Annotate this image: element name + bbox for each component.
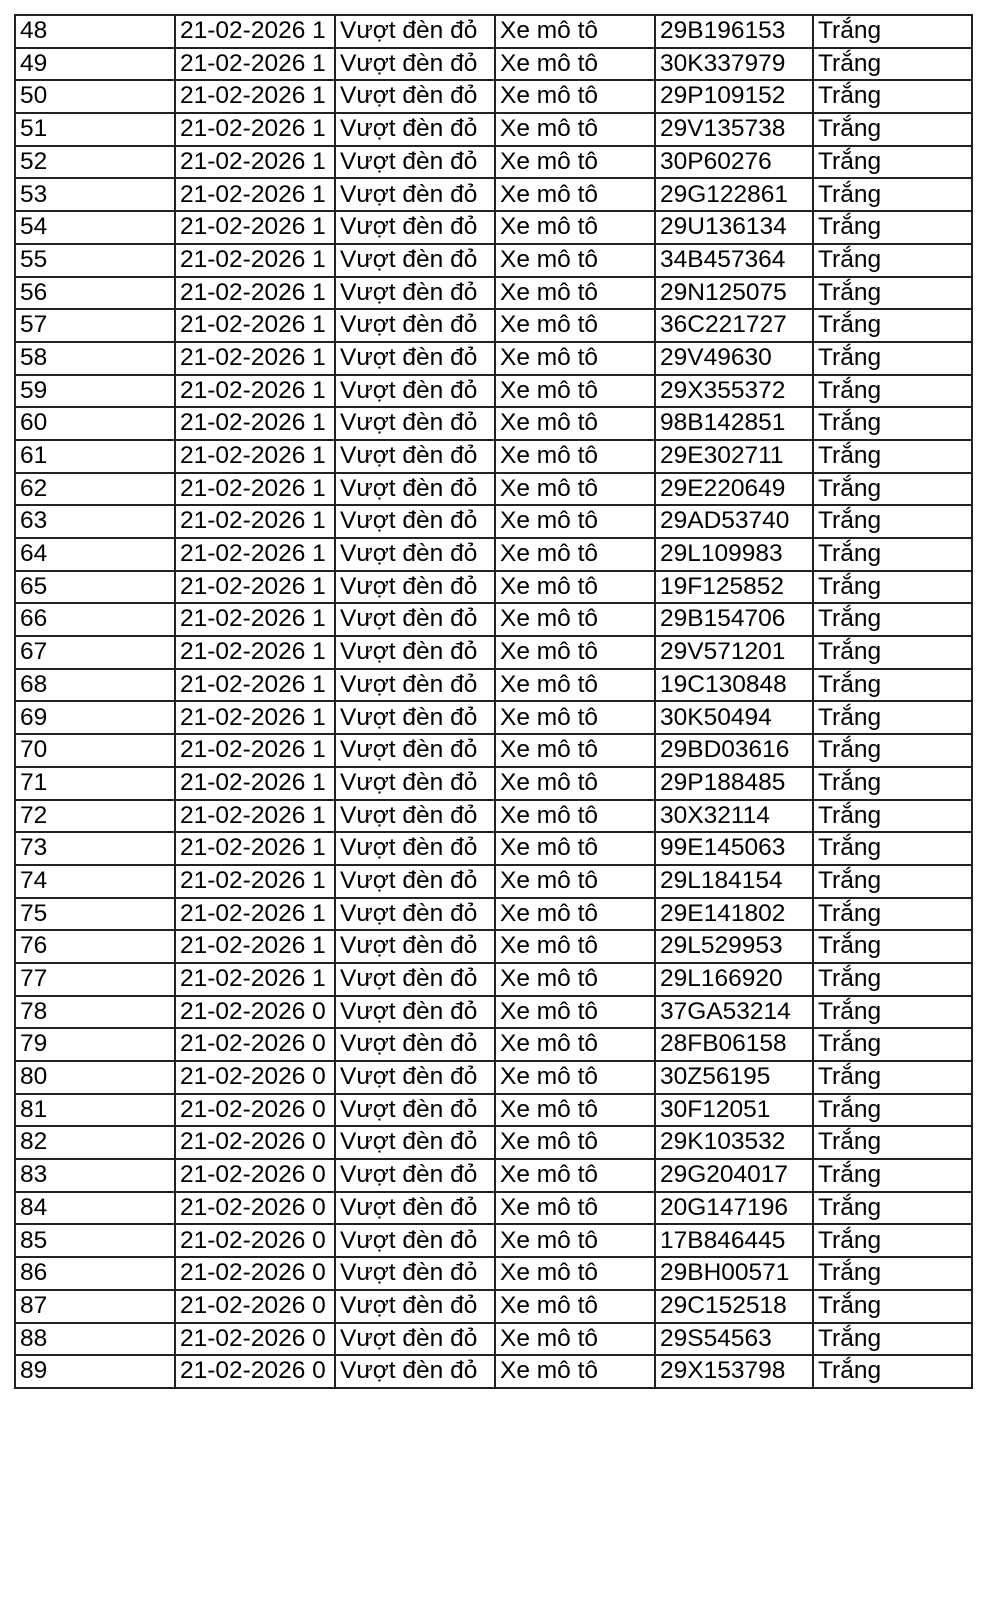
plate-color-cell: Trắng (813, 865, 972, 898)
violation-cell: Vượt đèn đỏ (335, 113, 495, 146)
table-row (15, 1061, 972, 1094)
license-plate-cell: 29P188485 (655, 767, 813, 800)
timestamp-cell: 21-02-2026 1 (175, 898, 335, 931)
row-number-cell: 82 (15, 1126, 175, 1159)
plate-color-cell: Trắng (813, 603, 972, 636)
plate-color-cell: Trắng (813, 1126, 972, 1159)
timestamp-cell: 21-02-2026 1 (175, 15, 335, 48)
plate-color-cell: Trắng (813, 701, 972, 734)
license-plate-cell: 19C130848 (655, 669, 813, 702)
violation-cell: Vượt đèn đỏ (335, 1257, 495, 1290)
license-plate-cell: 99E145063 (655, 832, 813, 865)
row-number-cell: 80 (15, 1061, 175, 1094)
vehicle-type-cell: Xe mô tô (495, 505, 655, 538)
timestamp-cell: 21-02-2026 1 (175, 669, 335, 702)
vehicle-type-cell: Xe mô tô (495, 1355, 655, 1388)
timestamp-cell: 21-02-2026 1 (175, 636, 335, 669)
vehicle-type-cell: Xe mô tô (495, 1094, 655, 1127)
license-plate-cell: 34B457364 (655, 244, 813, 277)
row-number-cell: 70 (15, 734, 175, 767)
row-number-cell: 88 (15, 1323, 175, 1356)
timestamp-cell: 21-02-2026 1 (175, 505, 335, 538)
plate-color-cell: Trắng (813, 1224, 972, 1257)
license-plate-cell: 29X153798 (655, 1355, 813, 1388)
plate-color-cell: Trắng (813, 1290, 972, 1323)
vehicle-type-cell: Xe mô tô (495, 832, 655, 865)
license-plate-cell: 29L109983 (655, 538, 813, 571)
license-plate-cell: 29E302711 (655, 440, 813, 473)
timestamp-cell: 21-02-2026 1 (175, 375, 335, 408)
vehicle-type-cell: Xe mô tô (495, 669, 655, 702)
vehicle-type-cell: Xe mô tô (495, 603, 655, 636)
plate-color-cell: Trắng (813, 1159, 972, 1192)
vehicle-type-cell: Xe mô tô (495, 930, 655, 963)
timestamp-cell: 21-02-2026 1 (175, 48, 335, 81)
violation-cell: Vượt đèn đỏ (335, 1094, 495, 1127)
row-number-cell: 61 (15, 440, 175, 473)
timestamp-cell: 21-02-2026 0 (175, 1094, 335, 1127)
timestamp-cell: 21-02-2026 1 (175, 178, 335, 211)
plate-color-cell: Trắng (813, 1094, 972, 1127)
violation-cell: Vượt đèn đỏ (335, 375, 495, 408)
vehicle-type-cell: Xe mô tô (495, 1159, 655, 1192)
table-row (15, 505, 972, 538)
vehicle-type-cell: Xe mô tô (495, 734, 655, 767)
vehicle-type-cell: Xe mô tô (495, 636, 655, 669)
table-row (15, 440, 972, 473)
vehicle-type-cell: Xe mô tô (495, 80, 655, 113)
violation-cell: Vượt đèn đỏ (335, 571, 495, 604)
timestamp-cell: 21-02-2026 1 (175, 701, 335, 734)
license-plate-cell: 29N125075 (655, 277, 813, 310)
row-number-cell: 58 (15, 342, 175, 375)
violation-cell: Vượt đèn đỏ (335, 767, 495, 800)
table-row (15, 146, 972, 179)
plate-color-cell: Trắng (813, 342, 972, 375)
license-plate-cell: 29BH00571 (655, 1257, 813, 1290)
timestamp-cell: 21-02-2026 1 (175, 865, 335, 898)
license-plate-cell: 29X355372 (655, 375, 813, 408)
plate-color-cell: Trắng (813, 1323, 972, 1356)
timestamp-cell: 21-02-2026 1 (175, 146, 335, 179)
license-plate-cell: 30P60276 (655, 146, 813, 179)
license-plate-cell: 29E141802 (655, 898, 813, 931)
table-row (15, 767, 972, 800)
row-number-cell: 84 (15, 1192, 175, 1225)
plate-color-cell: Trắng (813, 48, 972, 81)
row-number-cell: 76 (15, 930, 175, 963)
plate-color-cell: Trắng (813, 963, 972, 996)
violation-cell: Vượt đèn đỏ (335, 211, 495, 244)
vehicle-type-cell: Xe mô tô (495, 898, 655, 931)
license-plate-cell: 29G122861 (655, 178, 813, 211)
license-plate-cell: 29V135738 (655, 113, 813, 146)
vehicle-type-cell: Xe mô tô (495, 1257, 655, 1290)
plate-color-cell: Trắng (813, 800, 972, 833)
row-number-cell: 73 (15, 832, 175, 865)
row-number-cell: 86 (15, 1257, 175, 1290)
violation-cell: Vượt đèn đỏ (335, 636, 495, 669)
table-row (15, 669, 972, 702)
table-row (15, 15, 972, 48)
violation-cell: Vượt đèn đỏ (335, 1061, 495, 1094)
plate-color-cell: Trắng (813, 473, 972, 506)
table-row (15, 538, 972, 571)
vehicle-type-cell: Xe mô tô (495, 963, 655, 996)
vehicle-type-cell: Xe mô tô (495, 538, 655, 571)
timestamp-cell: 21-02-2026 0 (175, 1323, 335, 1356)
row-number-cell: 65 (15, 571, 175, 604)
plate-color-cell: Trắng (813, 15, 972, 48)
timestamp-cell: 21-02-2026 0 (175, 1192, 335, 1225)
vehicle-type-cell: Xe mô tô (495, 277, 655, 310)
row-number-cell: 68 (15, 669, 175, 702)
plate-color-cell: Trắng (813, 505, 972, 538)
license-plate-cell: 29U136134 (655, 211, 813, 244)
row-number-cell: 48 (15, 15, 175, 48)
row-number-cell: 74 (15, 865, 175, 898)
violation-cell: Vượt đèn đỏ (335, 865, 495, 898)
table-row (15, 701, 972, 734)
vehicle-type-cell: Xe mô tô (495, 1224, 655, 1257)
plate-color-cell: Trắng (813, 407, 972, 440)
license-plate-cell: 29C152518 (655, 1290, 813, 1323)
table-row (15, 244, 972, 277)
plate-color-cell: Trắng (813, 669, 972, 702)
row-number-cell: 59 (15, 375, 175, 408)
license-plate-cell: 29V571201 (655, 636, 813, 669)
vehicle-type-cell: Xe mô tô (495, 375, 655, 408)
violation-cell: Vượt đèn đỏ (335, 146, 495, 179)
plate-color-cell: Trắng (813, 1192, 972, 1225)
license-plate-cell: 30K50494 (655, 701, 813, 734)
license-plate-cell: 28FB06158 (655, 1028, 813, 1061)
timestamp-cell: 21-02-2026 1 (175, 440, 335, 473)
license-plate-cell: 30X32114 (655, 800, 813, 833)
table-row (15, 473, 972, 506)
license-plate-cell: 30K337979 (655, 48, 813, 81)
row-number-cell: 69 (15, 701, 175, 734)
plate-color-cell: Trắng (813, 898, 972, 931)
table-row (15, 996, 972, 1029)
license-plate-cell: 29B196153 (655, 15, 813, 48)
plate-color-cell: Trắng (813, 309, 972, 342)
timestamp-cell: 21-02-2026 1 (175, 309, 335, 342)
row-number-cell: 72 (15, 800, 175, 833)
plate-color-cell: Trắng (813, 375, 972, 408)
violation-cell: Vượt đèn đỏ (335, 832, 495, 865)
license-plate-cell: 29L184154 (655, 865, 813, 898)
license-plate-cell: 29B154706 (655, 603, 813, 636)
violation-cell: Vượt đèn đỏ (335, 244, 495, 277)
vehicle-type-cell: Xe mô tô (495, 309, 655, 342)
row-number-cell: 79 (15, 1028, 175, 1061)
violation-cell: Vượt đèn đỏ (335, 473, 495, 506)
vehicle-type-cell: Xe mô tô (495, 800, 655, 833)
timestamp-cell: 21-02-2026 1 (175, 538, 335, 571)
timestamp-cell: 21-02-2026 1 (175, 342, 335, 375)
vehicle-type-cell: Xe mô tô (495, 1126, 655, 1159)
vehicle-type-cell: Xe mô tô (495, 244, 655, 277)
table-row (15, 407, 972, 440)
plate-color-cell: Trắng (813, 930, 972, 963)
license-plate-cell: 98B142851 (655, 407, 813, 440)
timestamp-cell: 21-02-2026 1 (175, 473, 335, 506)
table-row (15, 375, 972, 408)
vehicle-type-cell: Xe mô tô (495, 440, 655, 473)
violation-cell: Vượt đèn đỏ (335, 669, 495, 702)
plate-color-cell: Trắng (813, 571, 972, 604)
plate-color-cell: Trắng (813, 1028, 972, 1061)
row-number-cell: 87 (15, 1290, 175, 1323)
table-row (15, 48, 972, 81)
table-row (15, 80, 972, 113)
table-row (15, 1159, 972, 1192)
plate-color-cell: Trắng (813, 734, 972, 767)
license-plate-cell: 29L166920 (655, 963, 813, 996)
timestamp-cell: 21-02-2026 1 (175, 603, 335, 636)
violation-cell: Vượt đèn đỏ (335, 930, 495, 963)
violation-cell: Vượt đèn đỏ (335, 1355, 495, 1388)
violation-cell: Vượt đèn đỏ (335, 1290, 495, 1323)
license-plate-cell: 29V49630 (655, 342, 813, 375)
row-number-cell: 77 (15, 963, 175, 996)
vehicle-type-cell: Xe mô tô (495, 701, 655, 734)
row-number-cell: 75 (15, 898, 175, 931)
timestamp-cell: 21-02-2026 1 (175, 113, 335, 146)
license-plate-cell: 29K103532 (655, 1126, 813, 1159)
violation-table (14, 14, 973, 1389)
license-plate-cell: 30Z56195 (655, 1061, 813, 1094)
violation-cell: Vượt đèn đỏ (335, 277, 495, 310)
violation-cell: Vượt đèn đỏ (335, 1224, 495, 1257)
timestamp-cell: 21-02-2026 1 (175, 963, 335, 996)
row-number-cell: 53 (15, 178, 175, 211)
table-row (15, 603, 972, 636)
plate-color-cell: Trắng (813, 832, 972, 865)
table-row (15, 963, 972, 996)
violation-cell: Vượt đèn đỏ (335, 15, 495, 48)
timestamp-cell: 21-02-2026 1 (175, 767, 335, 800)
row-number-cell: 71 (15, 767, 175, 800)
plate-color-cell: Trắng (813, 636, 972, 669)
plate-color-cell: Trắng (813, 996, 972, 1029)
vehicle-type-cell: Xe mô tô (495, 342, 655, 375)
vehicle-type-cell: Xe mô tô (495, 211, 655, 244)
table-row (15, 1028, 972, 1061)
license-plate-cell: 29G204017 (655, 1159, 813, 1192)
violation-cell: Vượt đèn đỏ (335, 1126, 495, 1159)
violation-cell: Vượt đèn đỏ (335, 440, 495, 473)
table-row (15, 930, 972, 963)
violation-cell: Vượt đèn đỏ (335, 309, 495, 342)
vehicle-type-cell: Xe mô tô (495, 1061, 655, 1094)
table-row (15, 113, 972, 146)
table-row (15, 178, 972, 211)
table-row (15, 800, 972, 833)
table-row (15, 734, 972, 767)
timestamp-cell: 21-02-2026 0 (175, 1290, 335, 1323)
table-row (15, 342, 972, 375)
vehicle-type-cell: Xe mô tô (495, 1323, 655, 1356)
table-row (15, 865, 972, 898)
timestamp-cell: 21-02-2026 1 (175, 244, 335, 277)
vehicle-type-cell: Xe mô tô (495, 865, 655, 898)
plate-color-cell: Trắng (813, 1355, 972, 1388)
timestamp-cell: 21-02-2026 1 (175, 930, 335, 963)
violation-cell: Vượt đèn đỏ (335, 701, 495, 734)
vehicle-type-cell: Xe mô tô (495, 571, 655, 604)
row-number-cell: 78 (15, 996, 175, 1029)
license-plate-cell: 29P109152 (655, 80, 813, 113)
table-row (15, 1355, 972, 1388)
violation-cell: Vượt đèn đỏ (335, 48, 495, 81)
plate-color-cell: Trắng (813, 1257, 972, 1290)
violation-table-body (15, 15, 972, 1388)
violation-cell: Vượt đèn đỏ (335, 1192, 495, 1225)
vehicle-type-cell: Xe mô tô (495, 407, 655, 440)
timestamp-cell: 21-02-2026 1 (175, 407, 335, 440)
row-number-cell: 54 (15, 211, 175, 244)
timestamp-cell: 21-02-2026 0 (175, 1224, 335, 1257)
timestamp-cell: 21-02-2026 1 (175, 571, 335, 604)
table-row (15, 832, 972, 865)
table-row (15, 1257, 972, 1290)
license-plate-cell: 30F12051 (655, 1094, 813, 1127)
violation-cell: Vượt đèn đỏ (335, 898, 495, 931)
violation-cell: Vượt đèn đỏ (335, 407, 495, 440)
table-row (15, 636, 972, 669)
violation-cell: Vượt đèn đỏ (335, 1159, 495, 1192)
timestamp-cell: 21-02-2026 0 (175, 1257, 335, 1290)
timestamp-cell: 21-02-2026 0 (175, 996, 335, 1029)
violation-cell: Vượt đèn đỏ (335, 538, 495, 571)
plate-color-cell: Trắng (813, 146, 972, 179)
violation-cell: Vượt đèn đỏ (335, 996, 495, 1029)
table-row (15, 571, 972, 604)
row-number-cell: 67 (15, 636, 175, 669)
vehicle-type-cell: Xe mô tô (495, 996, 655, 1029)
plate-color-cell: Trắng (813, 211, 972, 244)
timestamp-cell: 21-02-2026 0 (175, 1061, 335, 1094)
violation-cell: Vượt đèn đỏ (335, 505, 495, 538)
vehicle-type-cell: Xe mô tô (495, 146, 655, 179)
license-plate-cell: 20G147196 (655, 1192, 813, 1225)
row-number-cell: 57 (15, 309, 175, 342)
vehicle-type-cell: Xe mô tô (495, 1290, 655, 1323)
vehicle-type-cell: Xe mô tô (495, 1192, 655, 1225)
timestamp-cell: 21-02-2026 0 (175, 1159, 335, 1192)
vehicle-type-cell: Xe mô tô (495, 178, 655, 211)
vehicle-type-cell: Xe mô tô (495, 113, 655, 146)
plate-color-cell: Trắng (813, 538, 972, 571)
timestamp-cell: 21-02-2026 1 (175, 80, 335, 113)
table-row (15, 1192, 972, 1225)
row-number-cell: 52 (15, 146, 175, 179)
timestamp-cell: 21-02-2026 1 (175, 800, 335, 833)
timestamp-cell: 21-02-2026 1 (175, 734, 335, 767)
license-plate-cell: 36C221727 (655, 309, 813, 342)
row-number-cell: 60 (15, 407, 175, 440)
row-number-cell: 64 (15, 538, 175, 571)
plate-color-cell: Trắng (813, 277, 972, 310)
violation-cell: Vượt đèn đỏ (335, 1323, 495, 1356)
license-plate-cell: 37GA53214 (655, 996, 813, 1029)
timestamp-cell: 21-02-2026 0 (175, 1126, 335, 1159)
violation-cell: Vượt đèn đỏ (335, 178, 495, 211)
row-number-cell: 85 (15, 1224, 175, 1257)
plate-color-cell: Trắng (813, 440, 972, 473)
row-number-cell: 49 (15, 48, 175, 81)
license-plate-cell: 29AD53740 (655, 505, 813, 538)
row-number-cell: 55 (15, 244, 175, 277)
row-number-cell: 51 (15, 113, 175, 146)
row-number-cell: 66 (15, 603, 175, 636)
plate-color-cell: Trắng (813, 1061, 972, 1094)
row-number-cell: 56 (15, 277, 175, 310)
table-row (15, 211, 972, 244)
violation-cell: Vượt đèn đỏ (335, 1028, 495, 1061)
row-number-cell: 81 (15, 1094, 175, 1127)
timestamp-cell: 21-02-2026 0 (175, 1355, 335, 1388)
violation-cell: Vượt đèn đỏ (335, 963, 495, 996)
row-number-cell: 83 (15, 1159, 175, 1192)
table-row (15, 898, 972, 931)
license-plate-cell: 29E220649 (655, 473, 813, 506)
table-row (15, 309, 972, 342)
vehicle-type-cell: Xe mô tô (495, 15, 655, 48)
license-plate-cell: 29L529953 (655, 930, 813, 963)
violation-cell: Vượt đèn đỏ (335, 603, 495, 636)
violation-cell: Vượt đèn đỏ (335, 80, 495, 113)
violation-cell: Vượt đèn đỏ (335, 342, 495, 375)
row-number-cell: 63 (15, 505, 175, 538)
timestamp-cell: 21-02-2026 1 (175, 211, 335, 244)
timestamp-cell: 21-02-2026 1 (175, 277, 335, 310)
plate-color-cell: Trắng (813, 178, 972, 211)
plate-color-cell: Trắng (813, 767, 972, 800)
row-number-cell: 50 (15, 80, 175, 113)
table-row (15, 1323, 972, 1356)
license-plate-cell: 29BD03616 (655, 734, 813, 767)
table-row (15, 1224, 972, 1257)
plate-color-cell: Trắng (813, 244, 972, 277)
license-plate-cell: 19F125852 (655, 571, 813, 604)
violation-cell: Vượt đèn đỏ (335, 800, 495, 833)
row-number-cell: 62 (15, 473, 175, 506)
vehicle-type-cell: Xe mô tô (495, 48, 655, 81)
vehicle-type-cell: Xe mô tô (495, 473, 655, 506)
plate-color-cell: Trắng (813, 80, 972, 113)
table-row (15, 1126, 972, 1159)
table-row (15, 1094, 972, 1127)
table-row (15, 277, 972, 310)
table-row (15, 1290, 972, 1323)
timestamp-cell: 21-02-2026 1 (175, 832, 335, 865)
plate-color-cell: Trắng (813, 113, 972, 146)
vehicle-type-cell: Xe mô tô (495, 767, 655, 800)
vehicle-type-cell: Xe mô tô (495, 1028, 655, 1061)
license-plate-cell: 17B846445 (655, 1224, 813, 1257)
violation-cell: Vượt đèn đỏ (335, 734, 495, 767)
row-number-cell: 89 (15, 1355, 175, 1388)
license-plate-cell: 29S54563 (655, 1323, 813, 1356)
timestamp-cell: 21-02-2026 0 (175, 1028, 335, 1061)
